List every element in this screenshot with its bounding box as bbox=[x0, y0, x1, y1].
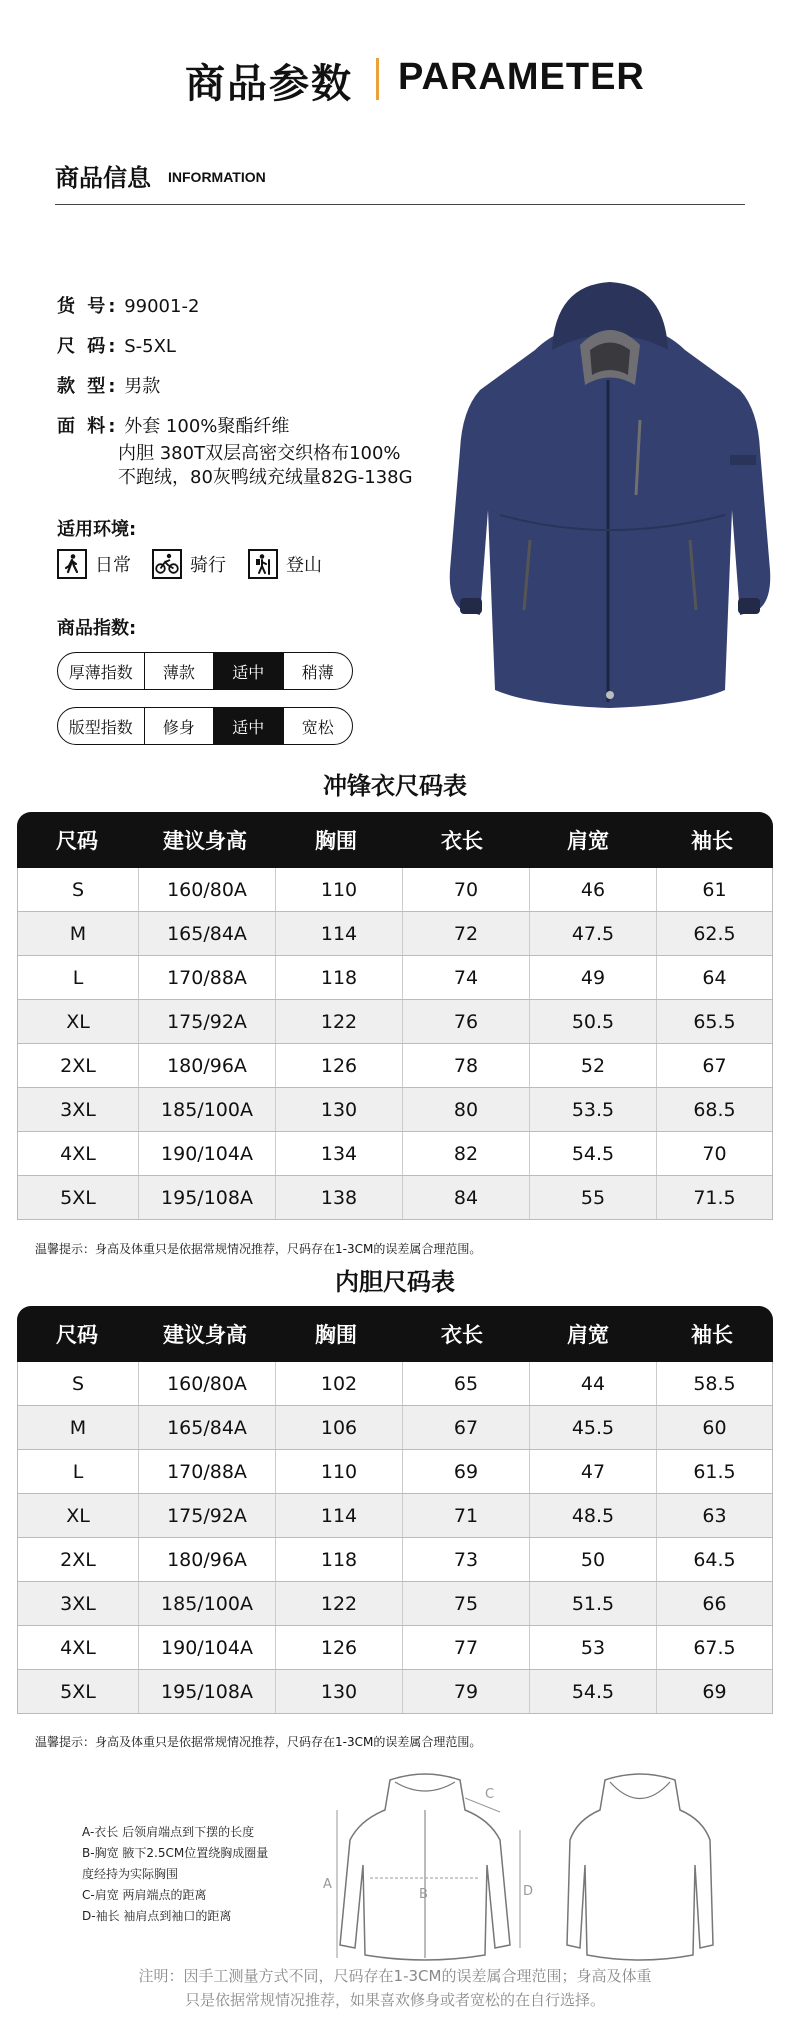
cell: 5XL bbox=[18, 1176, 139, 1219]
thickness-option-medium: 适中 bbox=[214, 653, 283, 689]
diagram-label-c: C bbox=[485, 1787, 495, 1802]
cell: 78 bbox=[403, 1044, 530, 1087]
cell: M bbox=[18, 1406, 139, 1449]
environment-title: 适用环境: bbox=[57, 519, 137, 540]
info-title-cn: 商品信息 bbox=[55, 164, 151, 192]
cell: 47 bbox=[530, 1450, 657, 1493]
table-row bbox=[17, 1582, 773, 1626]
cell: 50 bbox=[530, 1538, 657, 1581]
jacket-size-table bbox=[17, 812, 773, 1220]
cell: M bbox=[18, 912, 139, 955]
cell: 70 bbox=[403, 868, 530, 911]
cell: 195/108A bbox=[139, 1176, 276, 1219]
cell: 65.5 bbox=[693, 1010, 736, 1033]
cell: 61 bbox=[702, 878, 727, 901]
cell: 134 bbox=[276, 1132, 403, 1175]
spec-style-label: 款 型: bbox=[57, 376, 119, 397]
cell: 114 bbox=[276, 1494, 403, 1537]
cell: 4XL bbox=[18, 1132, 139, 1175]
spec-fabric-inner-2: 不跑绒，80灰鸭绒充绒量82G-138G bbox=[118, 467, 413, 488]
thickness-option-slightly-thin: 稍薄 bbox=[301, 662, 334, 682]
cell: 5XL bbox=[18, 1670, 139, 1713]
spec-size-value: S-5XL bbox=[124, 336, 176, 357]
table-row bbox=[17, 1362, 773, 1406]
thickness-option-thin: 薄款 bbox=[145, 653, 214, 689]
measurement-diagram-front bbox=[315, 1770, 535, 1970]
col-header-length: 衣长 bbox=[441, 829, 483, 853]
cell: 122 bbox=[276, 1000, 403, 1043]
cell: 64.5 bbox=[693, 1548, 736, 1571]
diagram-label-b: B bbox=[419, 1887, 428, 1902]
cell: 170/88A bbox=[139, 1450, 276, 1493]
legend-d: D-袖长 袖肩点到袖口的距离 bbox=[82, 1909, 232, 1923]
page-title-cn: 商品参数 bbox=[185, 61, 353, 107]
cell: 75 bbox=[403, 1582, 530, 1625]
cell: 82 bbox=[403, 1132, 530, 1175]
cell: 54.5 bbox=[530, 1132, 657, 1175]
jacket-table-title: 冲锋衣尺码表 bbox=[323, 772, 467, 800]
diagram-label-a: A bbox=[323, 1877, 332, 1892]
cell: 58.5 bbox=[693, 1372, 736, 1395]
legend-a: A-衣长 后领肩端点到下摆的长度 bbox=[82, 1825, 255, 1839]
diagram-label-d: D bbox=[523, 1884, 534, 1899]
spec-fabric-inner-1: 内胆 380T双层高密交织格布100% bbox=[118, 443, 401, 464]
title-divider bbox=[376, 58, 379, 100]
indices-title: 商品指数: bbox=[57, 618, 137, 639]
env-item-daily bbox=[57, 549, 131, 579]
cell: 118 bbox=[276, 956, 403, 999]
env-label-cycling: 骑行 bbox=[190, 555, 226, 576]
liner-size-table bbox=[17, 1306, 773, 1714]
cell: 51.5 bbox=[530, 1582, 657, 1625]
cell: 68.5 bbox=[693, 1098, 736, 1121]
cell: 67.5 bbox=[693, 1636, 736, 1659]
cell: 49 bbox=[530, 956, 657, 999]
cell: 160/80A bbox=[139, 1362, 276, 1405]
cell: 190/104A bbox=[139, 1132, 276, 1175]
table-header bbox=[17, 812, 773, 868]
table-row bbox=[17, 868, 773, 912]
cell: 48.5 bbox=[530, 1494, 657, 1537]
cell: 2XL bbox=[18, 1044, 139, 1087]
cell: 70 bbox=[702, 1142, 727, 1165]
fit-option-slim: 修身 bbox=[145, 708, 214, 744]
cell: 118 bbox=[276, 1538, 403, 1581]
cell: 64 bbox=[702, 966, 727, 989]
cell: 195/108A bbox=[139, 1670, 276, 1713]
cell: 185/100A bbox=[139, 1088, 276, 1131]
spec-sku-label: 货 号: bbox=[57, 296, 119, 317]
cell: 190/104A bbox=[139, 1626, 276, 1669]
table-row bbox=[17, 1626, 773, 1670]
cell: S bbox=[18, 868, 139, 911]
page-title-en: PARAMETER bbox=[398, 56, 645, 98]
cell: 175/92A bbox=[139, 1494, 276, 1537]
cell: 71.5 bbox=[693, 1186, 736, 1209]
cell: 60 bbox=[702, 1416, 727, 1439]
cell: 106 bbox=[276, 1406, 403, 1449]
table-row bbox=[17, 1450, 773, 1494]
table-row bbox=[17, 1088, 773, 1132]
cell: 67 bbox=[403, 1406, 530, 1449]
spec-style bbox=[57, 376, 160, 398]
col-header-chest: 胸围 bbox=[315, 1323, 357, 1347]
cell: 170/88A bbox=[139, 956, 276, 999]
cell: 3XL bbox=[18, 1088, 139, 1131]
cell: 110 bbox=[276, 868, 403, 911]
col-header-sleeve: 袖长 bbox=[691, 1323, 733, 1347]
spec-size-label: 尺 码: bbox=[57, 336, 119, 357]
cell: 180/96A bbox=[139, 1538, 276, 1581]
col-header-height: 建议身高 bbox=[163, 829, 247, 853]
cell: 65 bbox=[403, 1362, 530, 1405]
measurement-legend bbox=[82, 1822, 268, 1927]
col-header-chest: 胸围 bbox=[315, 829, 357, 853]
cell: 77 bbox=[403, 1626, 530, 1669]
env-item-hiking bbox=[248, 549, 322, 579]
cell: 69 bbox=[403, 1450, 530, 1493]
cell: 66 bbox=[702, 1592, 727, 1615]
cell: S bbox=[18, 1362, 139, 1405]
measurement-diagram-back bbox=[565, 1770, 715, 1970]
walking-icon bbox=[57, 549, 87, 579]
cell: 69 bbox=[702, 1680, 727, 1703]
liner-table-title: 内胆尺码表 bbox=[335, 1268, 455, 1296]
fit-index bbox=[57, 707, 353, 745]
table-row bbox=[17, 1538, 773, 1582]
table-row bbox=[17, 1176, 773, 1220]
cell: 67 bbox=[702, 1054, 727, 1077]
cell: 50.5 bbox=[530, 1000, 657, 1043]
cell: XL bbox=[18, 1000, 139, 1043]
spec-fabric bbox=[57, 416, 289, 438]
cell: 63 bbox=[702, 1504, 727, 1527]
col-header-size: 尺码 bbox=[56, 829, 98, 853]
cell: 102 bbox=[276, 1362, 403, 1405]
thickness-index bbox=[57, 652, 353, 690]
cell: 165/84A bbox=[139, 1406, 276, 1449]
table-row bbox=[17, 1132, 773, 1176]
cell: L bbox=[18, 956, 139, 999]
cell: XL bbox=[18, 1494, 139, 1537]
cell: 61.5 bbox=[693, 1460, 736, 1483]
cell: 73 bbox=[403, 1538, 530, 1581]
col-header-height: 建议身高 bbox=[163, 1323, 247, 1347]
cell: 3XL bbox=[18, 1582, 139, 1625]
spec-style-value: 男款 bbox=[124, 376, 161, 397]
table-row bbox=[17, 1000, 773, 1044]
cell: 138 bbox=[276, 1176, 403, 1219]
cell: 80 bbox=[403, 1088, 530, 1131]
cell: 122 bbox=[276, 1582, 403, 1625]
cell: 55 bbox=[530, 1176, 657, 1219]
fit-option-loose: 宽松 bbox=[301, 717, 334, 737]
env-item-cycling bbox=[152, 549, 226, 579]
spec-fabric-outer: 外套 100%聚酯纤维 bbox=[124, 416, 290, 437]
cell: 74 bbox=[403, 956, 530, 999]
fit-option-medium: 适中 bbox=[214, 708, 283, 744]
info-title-en: INFORMATION bbox=[168, 169, 266, 185]
table-row bbox=[17, 1044, 773, 1088]
legend-b1: B-胸宽 腋下2.5CM位置绕胸成圈量 bbox=[82, 1846, 269, 1860]
cell: 71 bbox=[403, 1494, 530, 1537]
cell: 185/100A bbox=[139, 1582, 276, 1625]
cell: 53.5 bbox=[530, 1088, 657, 1131]
cycling-icon bbox=[152, 549, 182, 579]
cell: 79 bbox=[403, 1670, 530, 1713]
cell: 47.5 bbox=[530, 912, 657, 955]
col-header-sleeve: 袖长 bbox=[691, 829, 733, 853]
col-header-shoulder: 肩宽 bbox=[567, 1323, 609, 1347]
cell: 4XL bbox=[18, 1626, 139, 1669]
spec-sku-value: 99001-2 bbox=[124, 296, 200, 317]
liner-table-note: 温馨提示：身高及体重只是依据常规情况推荐，尺码存在1-3CM的误差属合理范围。 bbox=[35, 1735, 482, 1749]
cell: 52 bbox=[530, 1044, 657, 1087]
cell: 46 bbox=[530, 868, 657, 911]
spec-size bbox=[57, 336, 176, 358]
jacket-product-image bbox=[440, 280, 780, 720]
cell: 44 bbox=[530, 1362, 657, 1405]
cell: 54.5 bbox=[530, 1670, 657, 1713]
cell: 72 bbox=[403, 912, 530, 955]
env-label-hiking: 登山 bbox=[286, 555, 322, 576]
cell: 2XL bbox=[18, 1538, 139, 1581]
cell: 62.5 bbox=[693, 922, 736, 945]
cell: 114 bbox=[276, 912, 403, 955]
cell: 84 bbox=[403, 1176, 530, 1219]
cell: 160/80A bbox=[139, 868, 276, 911]
cell: 76 bbox=[403, 1000, 530, 1043]
cell: 180/96A bbox=[139, 1044, 276, 1087]
table-row bbox=[17, 1494, 773, 1538]
footer-note-line-1: 注明：因手工测量方式不同，尺码存在1-3CM的误差属合理范围；身高及体重 bbox=[138, 1967, 652, 1985]
cell: 130 bbox=[276, 1670, 403, 1713]
fit-index-label: 版型指数 bbox=[58, 708, 145, 744]
col-header-size: 尺码 bbox=[56, 1323, 98, 1347]
col-header-length: 衣长 bbox=[441, 1323, 483, 1347]
info-divider bbox=[55, 204, 745, 205]
table-header bbox=[17, 1306, 773, 1362]
thickness-index-label: 厚薄指数 bbox=[58, 653, 145, 689]
env-label-daily: 日常 bbox=[95, 555, 131, 576]
legend-b2: 度经持为实际胸围 bbox=[82, 1867, 179, 1881]
cell: L bbox=[18, 1450, 139, 1493]
cell: 165/84A bbox=[139, 912, 276, 955]
table-row bbox=[17, 1670, 773, 1714]
hiking-icon bbox=[248, 549, 278, 579]
cell: 126 bbox=[276, 1626, 403, 1669]
legend-c: C-肩宽 两肩端点的距离 bbox=[82, 1888, 207, 1902]
cell: 53 bbox=[530, 1626, 657, 1669]
cell: 45.5 bbox=[530, 1406, 657, 1449]
table-row bbox=[17, 1406, 773, 1450]
cell: 175/92A bbox=[139, 1000, 276, 1043]
cell: 130 bbox=[276, 1088, 403, 1131]
table-row bbox=[17, 912, 773, 956]
spec-fabric-label: 面 料: bbox=[57, 416, 119, 437]
table-row bbox=[17, 956, 773, 1000]
footer-note-line-2: 只是依据常规情况推荐，如果喜欢修身或者宽松的在自行选择。 bbox=[184, 1991, 605, 2009]
cell: 110 bbox=[276, 1450, 403, 1493]
col-header-shoulder: 肩宽 bbox=[567, 829, 609, 853]
spec-sku bbox=[57, 296, 199, 318]
cell: 126 bbox=[276, 1044, 403, 1087]
jacket-table-note: 温馨提示：身高及体重只是依据常规情况推荐，尺码存在1-3CM的误差属合理范围。 bbox=[35, 1242, 482, 1256]
